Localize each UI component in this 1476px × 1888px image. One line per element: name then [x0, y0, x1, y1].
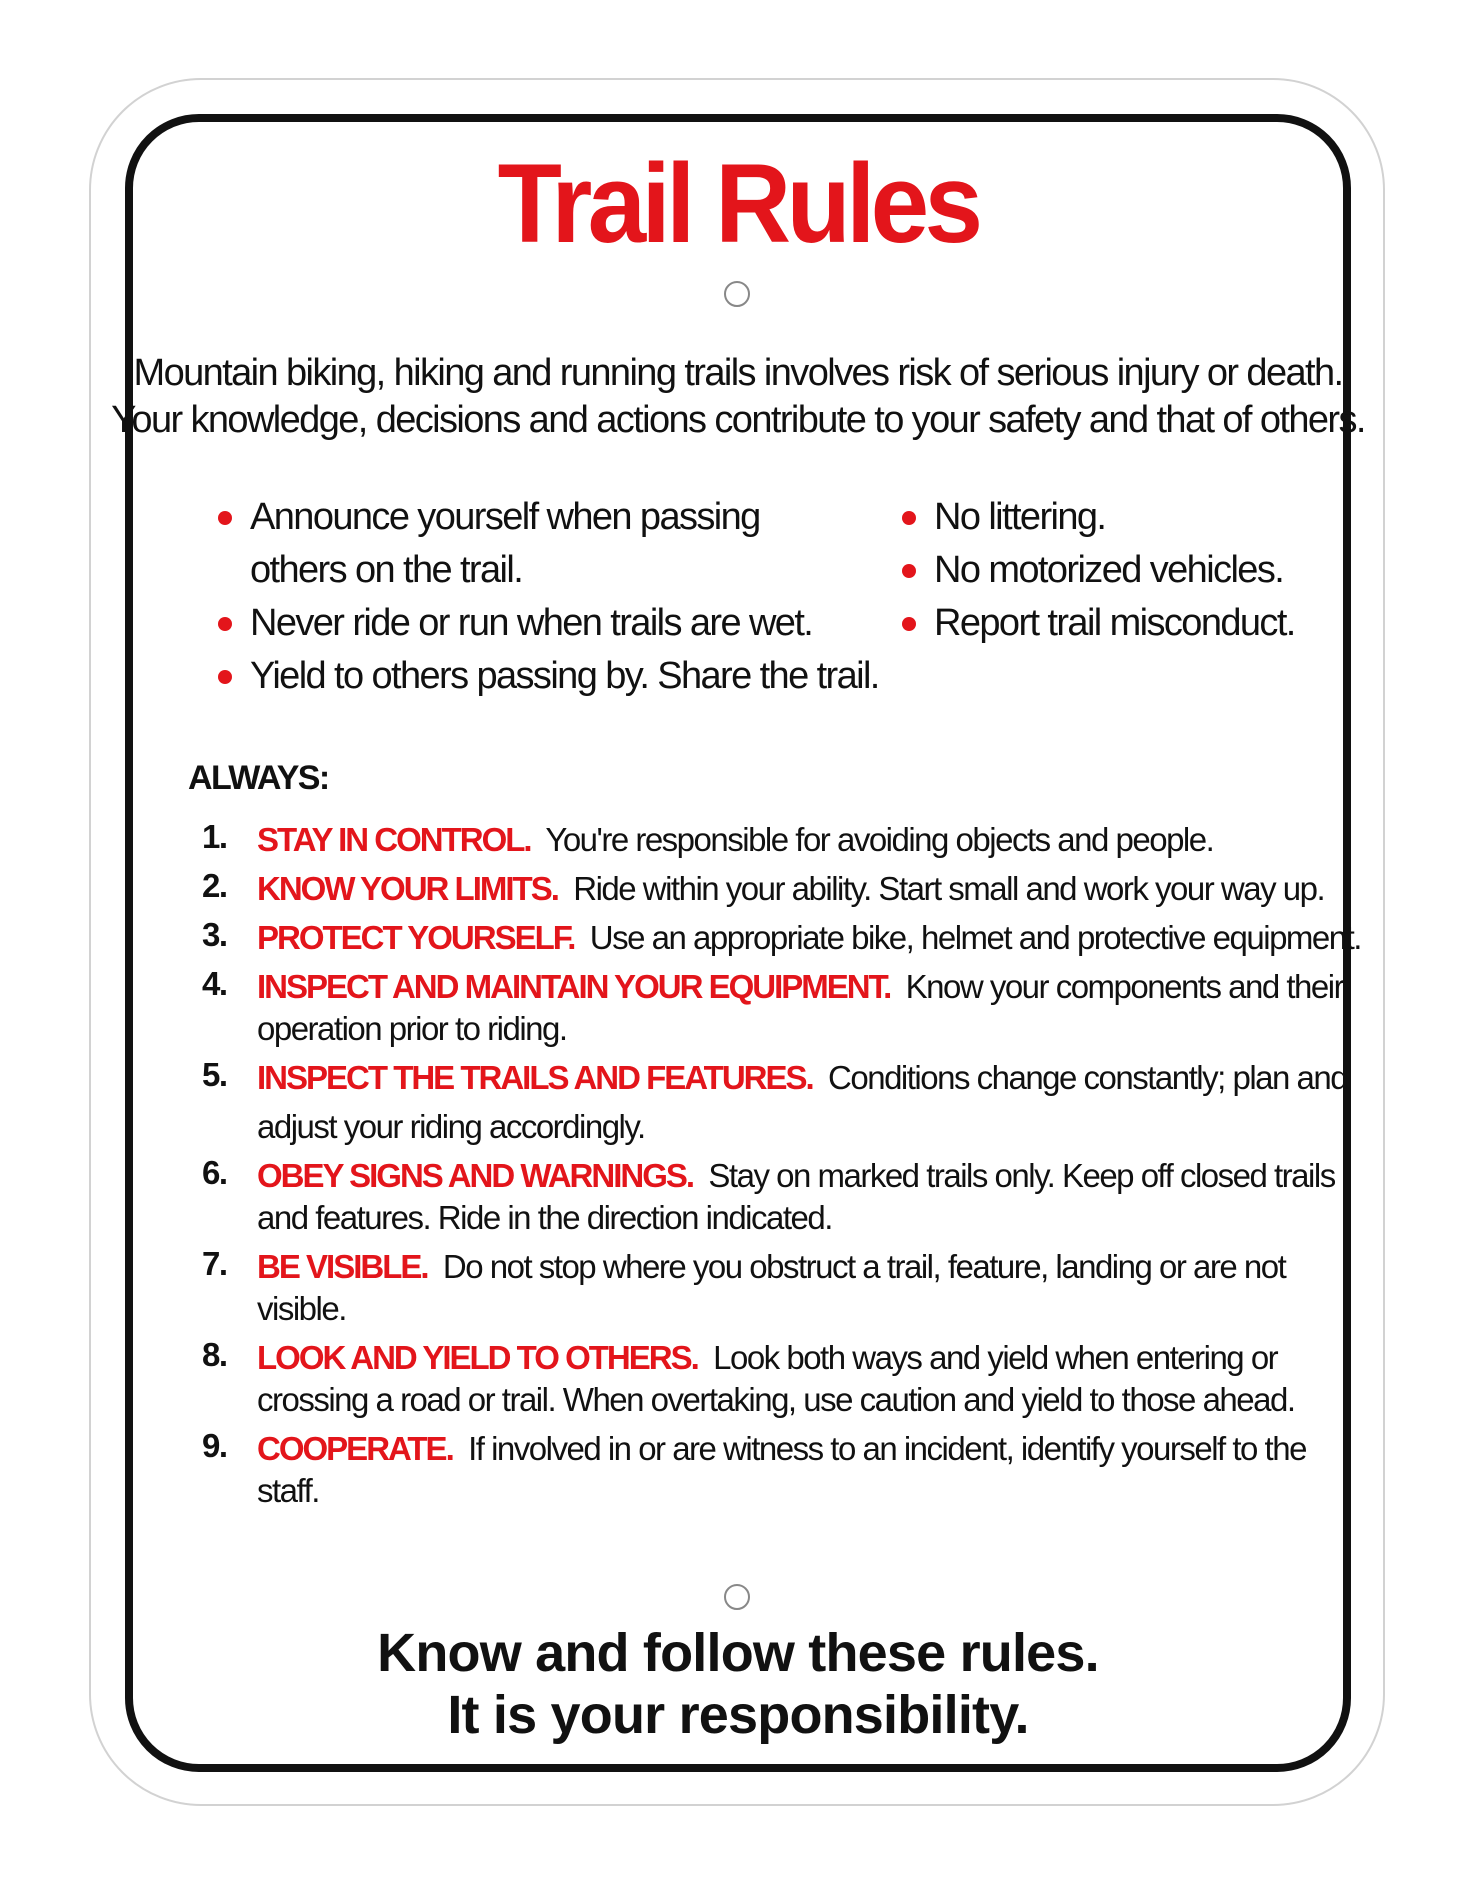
- rule-number: 4.: [202, 965, 227, 1002]
- rule-heading: LOOK AND YIELD TO OTHERS.: [257, 1339, 698, 1376]
- intro-line-2: Your knowledge, decisions and actions contribute to your safety and that of others.: [111, 399, 1365, 441]
- bullet-text: others on the trail.: [250, 549, 523, 591]
- rule-heading: BE VISIBLE.: [257, 1248, 428, 1285]
- rule-heading: COOPERATE.: [257, 1430, 453, 1467]
- rule-text: Do not stop where you obstruct a trail, feature, landing or are not: [442, 1248, 1286, 1285]
- rule-heading: OBEY SIGNS AND WARNINGS.: [257, 1157, 694, 1194]
- rule-text: Ride within your ability. Start small and work your way up.: [573, 870, 1325, 907]
- rule-text-continued: visible.: [257, 1290, 346, 1327]
- rule-heading: PROTECT YOURSELF.: [257, 919, 575, 956]
- rule-text: You're responsible for avoiding objects and people.: [545, 821, 1214, 858]
- bullet-text: Never ride or run when trails are wet.: [250, 602, 813, 644]
- always-heading: ALWAYS:: [188, 759, 329, 797]
- footer-message: [0, 1622, 1476, 1746]
- rule-text-continued: staff.: [257, 1472, 319, 1509]
- rule-heading: INSPECT THE TRAILS AND FEATURES.: [257, 1059, 813, 1096]
- bullet-text: Report trail misconduct.: [934, 602, 1295, 644]
- rule-number: 8.: [202, 1336, 227, 1373]
- rule-text: If involved in or are witness to an incident, identify yourself to the: [468, 1430, 1306, 1467]
- rule-text: Stay on marked trails only. Keep off closed trails: [708, 1157, 1335, 1194]
- bullet-text: No motorized vehicles.: [934, 549, 1284, 591]
- rule-text: Use an appropriate bike, helmet and protective equipment.: [589, 919, 1361, 956]
- rule-number: 5.: [202, 1056, 227, 1093]
- bullet-text: Announce yourself when passing: [250, 496, 760, 538]
- intro-line-1: Mountain biking, hiking and running trails involves risk of serious injury or death.: [133, 352, 1343, 394]
- rule-text: Know your components and their: [905, 968, 1344, 1005]
- rule-text-continued: and features. Ride in the direction indicated.: [257, 1199, 832, 1236]
- rule-text-continued: operation prior to riding.: [257, 1010, 567, 1047]
- rule-text-continued: crossing a road or trail. When overtaking, use caution and yield to those ahead.: [257, 1381, 1295, 1418]
- rule-number: 6.: [202, 1154, 227, 1191]
- rule-number: 1.: [202, 818, 227, 855]
- rule-number: 7.: [202, 1245, 227, 1282]
- rule-number: 9.: [202, 1427, 227, 1464]
- bullet-text: Yield to others passing by. Share the trail.: [250, 655, 879, 697]
- rule-text: Conditions change constantly; plan and: [828, 1059, 1348, 1096]
- mounting-hole-bottom: [724, 1584, 750, 1610]
- bullet-text: No littering.: [934, 496, 1106, 538]
- rule-text: Look both ways and yield when entering or: [713, 1339, 1278, 1376]
- sign-title: Trail Rules: [497, 141, 979, 266]
- rule-number: 3.: [202, 916, 227, 953]
- footer-line-2: It is your responsibility.: [447, 1685, 1029, 1745]
- rule-number: 2.: [202, 867, 227, 904]
- rule-heading: STAY IN CONTROL.: [257, 821, 531, 858]
- footer-line-1: Know and follow these rules.: [377, 1623, 1099, 1683]
- rule-heading: INSPECT AND MAINTAIN YOUR EQUIPMENT.: [257, 968, 891, 1005]
- rule-text-continued: adjust your riding accordingly.: [257, 1108, 645, 1145]
- rule-heading: KNOW YOUR LIMITS.: [257, 870, 558, 907]
